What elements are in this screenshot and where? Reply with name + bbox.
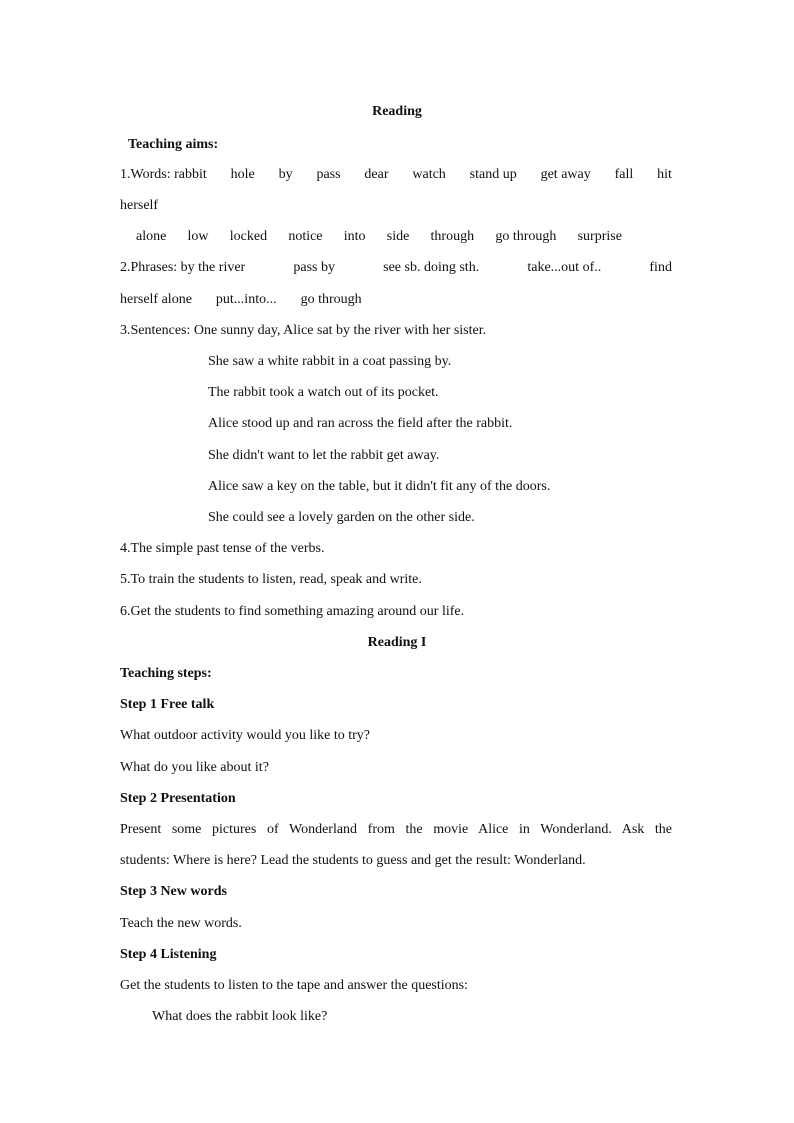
words-row-2 [136, 228, 622, 246]
phrase: pass by [293, 260, 335, 275]
teaching-steps-heading: Teaching steps: [120, 666, 212, 681]
step-2-title: Step 2 Presentation [120, 791, 236, 806]
word: hit [657, 167, 672, 182]
word: fall [614, 167, 634, 182]
aim-6: 6.Get the students to find something amazing around our life. [120, 604, 465, 619]
step-4-question: What does the rabbit look like? [152, 1009, 328, 1024]
sentence: One sunny day, Alice sat by the river with her sister. [193, 323, 487, 338]
word: stand up [469, 167, 517, 182]
sentences-label: 3.Sentences: [120, 323, 191, 338]
step-1-title: Step 1 Free talk [120, 697, 215, 712]
word: side [386, 229, 410, 244]
word: watch [412, 167, 446, 182]
step-2-paragraph-line-2: students: Where is here? Lead the students to guess and get the result: Wonderland. [120, 853, 586, 868]
word: go through [495, 229, 557, 244]
word: locked [229, 229, 268, 244]
phrases-row-1 [120, 259, 672, 277]
word: alone [136, 229, 167, 244]
step-2-paragraph-line-1: Present some pictures of Wonderland from the movie Alice in Wonderland. Ask the [120, 822, 672, 837]
phrases-row-2 [120, 291, 362, 309]
word: dear [364, 167, 389, 182]
sentences-first [120, 322, 486, 340]
word: through [430, 229, 475, 244]
sentence: Alice stood up and ran across the field after the rabbit. [208, 416, 513, 431]
step-1-line: What outdoor activity would you like to try? [120, 728, 371, 743]
word: hole [230, 167, 255, 182]
step-3-title: Step 3 New words [120, 884, 227, 899]
step-4-line: Get the students to listen to the tape and answer the questions: [120, 978, 468, 993]
aim-4: 4.The simple past tense of the verbs. [120, 541, 325, 556]
section-title: Reading I [367, 635, 427, 650]
phrases-label-and-first: 2.Phrases: by the river [120, 260, 246, 275]
aim-5: 5.To train the students to listen, read, speak and write. [120, 572, 422, 587]
step-4-title: Step 4 Listening [120, 947, 217, 962]
phrase: herself alone [120, 292, 192, 307]
word: low [187, 229, 209, 244]
phrase: see sb. doing sth. [383, 260, 480, 275]
sentence: Alice saw a key on the table, but it didn't fit any of the doors. [208, 479, 551, 494]
teaching-aims-heading: Teaching aims: [128, 137, 219, 152]
sentence: The rabbit took a watch out of its pocket. [208, 385, 439, 400]
word: by [278, 167, 293, 182]
phrase: find [649, 260, 672, 275]
phrase: take...out of.. [527, 260, 602, 275]
word: pass [316, 167, 341, 182]
phrase: go through [300, 292, 362, 307]
step-1-line: What do you like about it? [120, 760, 269, 775]
words-row-1 [120, 166, 672, 184]
sentence: She could see a lovely garden on the other side. [208, 510, 475, 525]
sentence: She didn't want to let the rabbit get away. [208, 448, 440, 463]
words-wrap: herself [120, 198, 159, 213]
step-3-line: Teach the new words. [120, 916, 242, 931]
words-label-and-first: 1.Words: rabbit [120, 167, 207, 182]
word: get away [540, 167, 591, 182]
word: surprise [577, 229, 622, 244]
sentence: She saw a white rabbit in a coat passing by. [208, 354, 452, 369]
phrase: put...into... [215, 292, 277, 307]
word: notice [288, 229, 323, 244]
page-title: Reading [372, 104, 422, 119]
word: into [343, 229, 366, 244]
